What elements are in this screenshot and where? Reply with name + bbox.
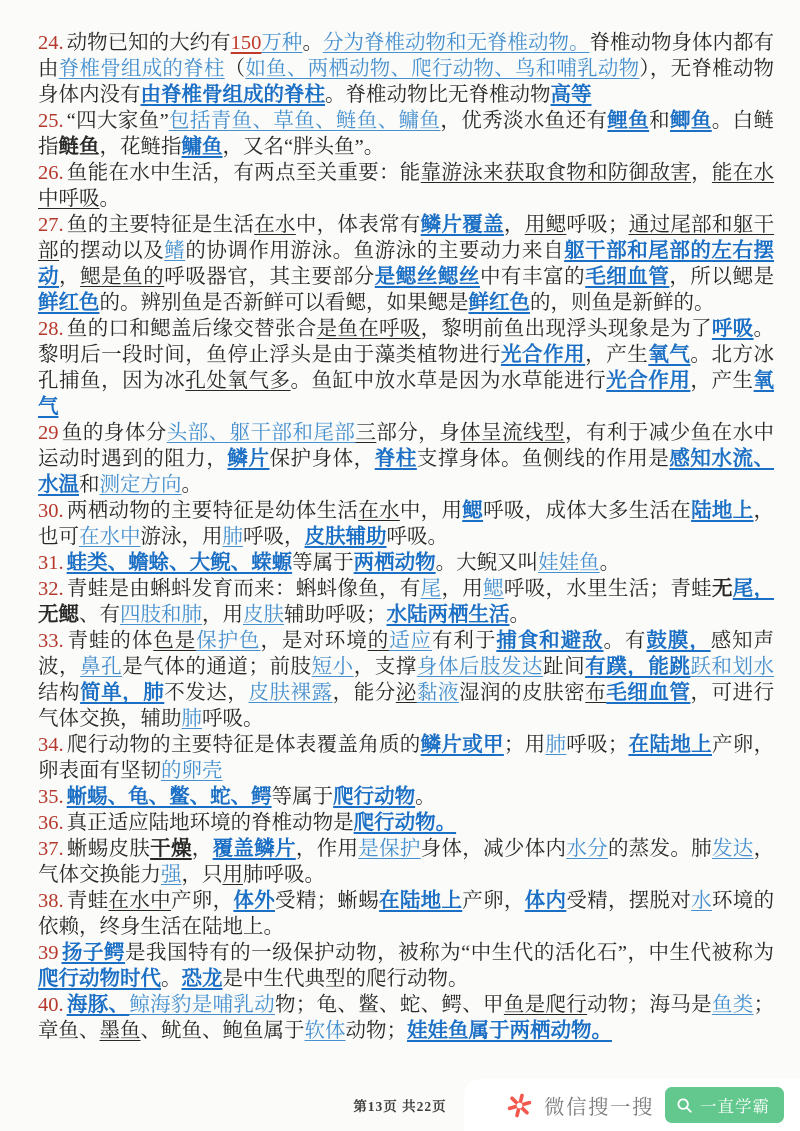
- text-segment: 是我国特有的一级保护动物，被称为“中生代的活化石”，中生代被称为: [125, 942, 775, 964]
- text-segment: 无: [711, 578, 733, 600]
- page-number-info: 第13页 共22页: [353, 1099, 447, 1114]
- text-segment: 。大鲵又叫: [435, 552, 539, 574]
- text-segment: 头部、躯干部和尾部: [166, 422, 356, 444]
- text-segment: 有利于: [432, 630, 497, 652]
- text-segment: 尾，: [732, 578, 775, 600]
- text-segment: 鲫鱼: [670, 110, 712, 132]
- text-segment: 身体后肢发达: [416, 656, 544, 678]
- text-segment: 是鱼在呼吸: [316, 318, 421, 340]
- text-segment: ，: [191, 838, 213, 860]
- text-segment: 受精；蜥蜴: [275, 890, 380, 912]
- text-segment: 呼吸；: [566, 214, 629, 236]
- text-segment: 的，则鱼是新鲜的。: [530, 292, 715, 314]
- text-segment: 鱼的身体分: [61, 422, 167, 444]
- note-item-40: [38, 992, 774, 1044]
- text-segment: ，产生: [585, 344, 649, 366]
- text-segment: 捕食和避敌: [496, 630, 604, 652]
- note-item-36: [38, 810, 774, 836]
- note-item-27: [38, 212, 774, 316]
- text-segment: 鳃是鱼的: [80, 266, 165, 288]
- text-segment: 鱼的主要特征是生活: [66, 214, 255, 236]
- text-segment: 感知声波，: [38, 630, 775, 678]
- text-segment: 短小: [311, 656, 354, 678]
- text-segment: 鳞片覆盖: [420, 214, 504, 236]
- text-segment: 是保护: [358, 838, 421, 860]
- text-segment: 是气体的通道；前肢: [122, 656, 312, 678]
- text-segment: 覆盖鳞片: [212, 838, 296, 860]
- text-segment: 。: [99, 188, 120, 210]
- text-segment: 四肢和肺: [120, 604, 202, 626]
- text-segment: 鲢鱼: [58, 136, 100, 158]
- text-segment: 发达: [711, 838, 754, 860]
- text-segment: ，支撑: [353, 656, 417, 678]
- text-segment: 脊椎骨组成的脊柱: [58, 58, 225, 80]
- text-segment: 呼吸，: [243, 526, 305, 548]
- text-segment: 。北方冰孔捕鱼，因为冰: [38, 344, 775, 392]
- text-segment: 鳞片或甲: [420, 734, 504, 756]
- text-segment: 身体，减少体内: [420, 838, 567, 860]
- text-segment: 。: [302, 32, 323, 54]
- text-segment: 的蒸发。肺: [607, 838, 712, 860]
- text-segment: 。脊椎动物比无脊椎动物: [325, 84, 551, 106]
- text-segment: 、鱿鱼、鲍鱼属于: [140, 1020, 305, 1042]
- text-segment: 鲜红色: [468, 292, 530, 314]
- text-segment: 爬行动物: [333, 786, 416, 808]
- text-segment: 鳍: [164, 240, 186, 262]
- text-segment: 中，体表常有: [295, 214, 421, 236]
- text-segment: ，用: [441, 578, 484, 600]
- text-segment: 孔处氧气多: [185, 370, 291, 392]
- text-segment: ，: [59, 266, 81, 288]
- text-segment: 物；龟、鳖、蛇、鳄、甲: [275, 994, 504, 1016]
- text-segment: 鲤鱼: [607, 110, 650, 132]
- text-segment: 皮肤辅助: [304, 526, 387, 548]
- text-segment: 支撑身体。鱼侧线的作用是: [416, 448, 670, 470]
- text-segment: 。白鲢指: [38, 110, 775, 158]
- text-segment: 强: [161, 864, 182, 886]
- text-segment: 呼吸。: [386, 526, 448, 548]
- text-segment: 150: [230, 32, 262, 54]
- text-segment: 干燥: [150, 838, 192, 860]
- watermark-search-button: [665, 1087, 784, 1123]
- text-segment: 墨鱼: [99, 1020, 141, 1042]
- text-segment: 陆地上: [691, 500, 754, 522]
- wechat-search-spark-icon: [506, 1092, 533, 1119]
- text-segment: 的摆动以及: [59, 240, 165, 262]
- text-segment: 等属于: [292, 552, 354, 574]
- text-segment: 的卵壳: [161, 760, 223, 782]
- item-number: 30.: [38, 500, 64, 522]
- text-segment: 测定方向: [99, 474, 182, 496]
- text-segment: ，优秀淡水鱼还有: [440, 110, 608, 132]
- text-segment: 爬行动物的主要特征是体表覆盖角质的: [66, 734, 421, 756]
- item-number: 33.: [38, 630, 64, 652]
- item-number: 25.: [38, 110, 64, 132]
- text-segment: 和: [649, 110, 671, 132]
- item-number: 26.: [38, 162, 64, 184]
- text-segment: 呼吸，水里生活；青蛙: [503, 578, 712, 600]
- item-number: 37.: [38, 838, 64, 860]
- text-segment: 辅助呼吸；: [284, 604, 387, 626]
- text-segment: 高等: [550, 84, 592, 106]
- text-segment: 鱼类: [711, 994, 754, 1016]
- text-segment: 。有: [603, 630, 647, 652]
- text-segment: 青蛙: [66, 890, 109, 912]
- item-number: 31.: [38, 552, 64, 574]
- text-segment: 的。辨别鱼是否新鲜可以看鳃，如果鳃是: [99, 292, 469, 314]
- text-segment: 鲸海豹是哺乳动: [129, 994, 275, 1016]
- text-segment: 不发达，: [164, 682, 249, 704]
- note-item-24: [38, 30, 774, 108]
- item-number: 24.: [38, 32, 64, 54]
- text-segment: ），无脊椎动物身体内没有: [38, 58, 775, 106]
- text-segment: 蜥蜴皮肤: [66, 838, 151, 860]
- text-segment: ，可进行气体交换，辅助: [38, 682, 775, 730]
- item-number: 29: [38, 422, 59, 444]
- search-icon: [676, 1097, 693, 1114]
- text-segment: 体内: [524, 890, 567, 912]
- text-segment: 鼓膜，: [646, 630, 711, 652]
- text-segment: 动物已知的大约有: [66, 32, 231, 54]
- text-segment: 呼吸；: [566, 734, 629, 756]
- text-segment: 产卵，: [170, 890, 234, 912]
- text-segment: ，: [691, 162, 712, 184]
- text-segment: 尾: [420, 578, 442, 600]
- text-segment: ，能分: [332, 682, 396, 704]
- text-segment: 肺呼吸。: [243, 864, 325, 886]
- text-segment: ，又名“胖头鱼”。: [222, 136, 385, 158]
- text-segment: 动物；: [345, 1020, 407, 1042]
- text-segment: ，是对环境: [260, 630, 368, 652]
- text-segment: 靠游泳来获取食物和防御敌害: [420, 162, 692, 184]
- text-segment: ，也可: [38, 500, 775, 548]
- text-segment: 氧气: [38, 370, 775, 418]
- text-segment: 。: [161, 968, 182, 990]
- watermark-button-label: 一直学霸: [700, 1098, 770, 1116]
- text-segment: 游泳，用: [140, 526, 223, 548]
- text-segment: 爬行动物时代: [38, 968, 161, 990]
- text-segment: 色是: [153, 630, 197, 652]
- text-segment: 万种: [261, 32, 303, 54]
- text-segment: 躯干部和尾部的左右摆动: [38, 240, 775, 288]
- text-segment: 结构: [38, 682, 81, 704]
- text-segment: 。: [181, 474, 202, 496]
- text-segment: 产卵，卵表面有坚韧: [38, 734, 775, 782]
- text-segment: 在水: [254, 214, 296, 236]
- text-segment: 真正适应陆地环境的脊椎动物是: [66, 812, 354, 834]
- text-segment: 如鱼、两栖动物、爬行动物、鸟和哺乳动物: [245, 58, 640, 80]
- text-segment: 脊柱: [374, 448, 417, 470]
- text-segment: 有蹼，能跳: [585, 656, 691, 678]
- note-item-29: [38, 420, 774, 498]
- note-item-34: [38, 732, 774, 784]
- note-item-35: [38, 784, 774, 810]
- note-item-38: [38, 888, 774, 940]
- text-segment: 娃娃鱼: [538, 552, 600, 574]
- text-segment: 的协调作用游泳。鱼游泳的主要动力来自: [185, 240, 565, 262]
- text-segment: 呼吸。: [202, 708, 264, 730]
- note-item-28: [38, 316, 774, 420]
- text-segment: 水: [691, 890, 712, 912]
- text-segment: 两栖动物: [353, 552, 436, 574]
- text-segment: ，花鲢指: [99, 136, 182, 158]
- text-segment: 。: [509, 604, 530, 626]
- text-segment: 扬子鳄: [61, 942, 126, 964]
- text-segment: ；用: [503, 734, 546, 756]
- text-segment: 分为脊椎动物和无脊椎动物。: [322, 32, 590, 54]
- text-segment: 鱼的口和鳃盖后缘交替张合: [66, 318, 317, 340]
- item-number: 34.: [38, 734, 64, 756]
- text-segment: 在陆地上: [628, 734, 712, 756]
- text-segment: ，: [503, 214, 525, 236]
- note-item-39: [38, 940, 774, 992]
- note-item-30: [38, 498, 774, 550]
- text-segment: ；章鱼、: [38, 994, 775, 1042]
- watermark-brand-label: 微信搜一搜: [544, 1096, 654, 1119]
- text-segment: 保护色: [196, 630, 261, 652]
- text-segment: 毛细血管: [585, 266, 670, 288]
- item-number: 28.: [38, 318, 64, 340]
- note-item-37: [38, 836, 774, 888]
- watermark-card: [464, 1079, 800, 1131]
- text-segment: 感知水流、水温: [38, 448, 775, 496]
- text-segment: 鳃: [483, 578, 504, 600]
- text-segment: 青蛙的体: [66, 630, 154, 652]
- text-segment: 在水中: [79, 526, 141, 548]
- text-segment: 鱼是爬行: [503, 994, 588, 1016]
- item-number: 39: [38, 942, 59, 964]
- text-segment: 光合作用: [500, 344, 586, 366]
- text-segment: 脊椎动物身体内都有由: [38, 32, 775, 80]
- text-segment: 蜥蜴、龟、鳖、蛇、鳄: [66, 786, 272, 808]
- text-segment: 肺: [222, 526, 243, 548]
- note-item-26: [38, 160, 774, 212]
- text-segment: 。: [415, 786, 436, 808]
- text-segment: 中有丰富的: [479, 266, 586, 288]
- text-segment: 体外: [233, 890, 276, 912]
- text-segment: 氧气: [648, 344, 691, 366]
- item-number: 27.: [38, 214, 64, 236]
- text-segment: 适应: [389, 630, 432, 652]
- text-segment: ，气体交换能力: [38, 838, 775, 886]
- text-segment: 用鳃: [524, 214, 567, 236]
- note-item-33: [38, 628, 774, 732]
- text-segment: ，所以鳃是: [669, 266, 775, 288]
- text-segment: 鱼能在水中生活，有两点至关重要：能: [66, 162, 421, 184]
- text-segment: 青蛙是由蝌蚪发育而来：蝌蚪像鱼，有: [66, 578, 421, 600]
- text-segment: （: [224, 58, 246, 80]
- item-number: 40.: [38, 994, 64, 1016]
- text-segment: 水陆两栖生活: [386, 604, 510, 626]
- text-segment: 恐龙: [181, 968, 223, 990]
- text-segment: 的: [367, 630, 390, 652]
- text-segment: 泌: [395, 682, 417, 704]
- text-segment: 鳙鱼: [181, 136, 223, 158]
- text-segment: 中，用: [399, 500, 463, 522]
- text-segment: 蛙类、蟾蜍、大鲵、蝾螈: [66, 552, 293, 574]
- text-segment: 等属于: [271, 786, 334, 808]
- text-segment: 三: [355, 422, 377, 444]
- text-segment: 湿润的皮肤密: [458, 682, 586, 704]
- text-segment: 光合作用: [606, 370, 691, 392]
- text-segment: 皮肤: [243, 604, 284, 626]
- text-segment: 是鳃丝鳃丝: [374, 266, 480, 288]
- text-segment: ，黎明前鱼出现浮头现象是为了: [420, 318, 712, 340]
- text-segment: 环境的依赖，终身生活在陆地上。: [38, 890, 775, 938]
- text-segment: 鲜红色: [38, 292, 100, 314]
- text-segment: 呼吸: [711, 318, 754, 340]
- item-number: 32.: [38, 578, 64, 600]
- text-segment: 呼吸器官，其主要部分: [164, 266, 375, 288]
- text-segment: 和: [79, 474, 100, 496]
- text-segment: 两栖动物的主要特征是幼体生活: [66, 500, 359, 522]
- text-segment: 肺: [181, 708, 202, 730]
- text-segment: 爬行动物。: [353, 812, 457, 834]
- text-segment: 水分: [566, 838, 608, 860]
- text-segment: 软体: [304, 1020, 346, 1042]
- text-segment: 。鱼缸中放水草是因为水草能进行: [290, 370, 607, 392]
- text-segment: 是中生代典型的爬行动物。: [222, 968, 469, 990]
- item-number: 35.: [38, 786, 64, 808]
- text-segment: 、有: [79, 604, 120, 626]
- item-number: 38.: [38, 890, 64, 912]
- text-segment: 。: [599, 552, 621, 574]
- text-segment: 肺: [545, 734, 567, 756]
- text-segment: 海豚、: [66, 994, 130, 1016]
- text-segment: 受精，摆脱对: [566, 890, 692, 912]
- text-segment: 呼吸，成体大多生活在: [483, 500, 692, 522]
- text-segment: 娃娃鱼属于两栖动物。: [407, 1020, 612, 1042]
- item-number: 36.: [38, 812, 64, 834]
- text-segment: 趾间: [543, 656, 586, 678]
- text-segment: 体呈流线型: [460, 422, 565, 444]
- text-segment: ，用: [202, 604, 243, 626]
- text-segment: 用: [222, 864, 243, 886]
- text-segment: 动物；海马是: [587, 994, 712, 1016]
- text-segment: 在陆地上: [379, 890, 463, 912]
- text-segment: 跃和划水: [690, 656, 775, 678]
- text-segment: “四大家鱼”: [66, 110, 169, 132]
- text-segment: 毛细血管: [606, 682, 691, 704]
- text-segment: 通过尾部和躯干部: [38, 214, 775, 262]
- note-item-25: [38, 108, 774, 160]
- text-segment: 皮肤裸露: [248, 682, 333, 704]
- text-segment: 简单，肺: [80, 682, 165, 704]
- text-segment: 鳞片: [227, 448, 270, 470]
- text-segment: 鼻孔: [80, 656, 123, 678]
- text-segment: ，产生: [690, 370, 754, 392]
- text-segment: 部分，身: [376, 422, 461, 444]
- text-segment: 保护身体，: [269, 448, 375, 470]
- text-segment: 在水: [358, 500, 400, 522]
- text-segment: ，作用: [295, 838, 359, 860]
- note-item-31: [38, 550, 774, 576]
- text-segment: 由脊椎骨组成的脊柱: [140, 84, 325, 106]
- text-segment: 黏液: [416, 682, 459, 704]
- text-segment: 包括青鱼、草鱼、鲢鱼、鳙鱼: [168, 110, 441, 132]
- text-segment: 产卵，: [462, 890, 525, 912]
- text-segment: 。黎明后一段时间，鱼停止浮头是由于藻类植物进行: [38, 318, 775, 366]
- text-segment: ，有利于减少鱼在水中运动时遇到的阻力，: [38, 422, 775, 470]
- text-segment: ，只: [181, 864, 223, 886]
- text-segment: 能在水中呼吸: [38, 162, 775, 210]
- text-segment: 无鳃: [38, 604, 79, 626]
- text-segment: 布: [585, 682, 607, 704]
- note-item-32: [38, 576, 774, 628]
- text-segment: 鳃: [462, 500, 484, 522]
- text-segment: 在水中: [108, 890, 171, 912]
